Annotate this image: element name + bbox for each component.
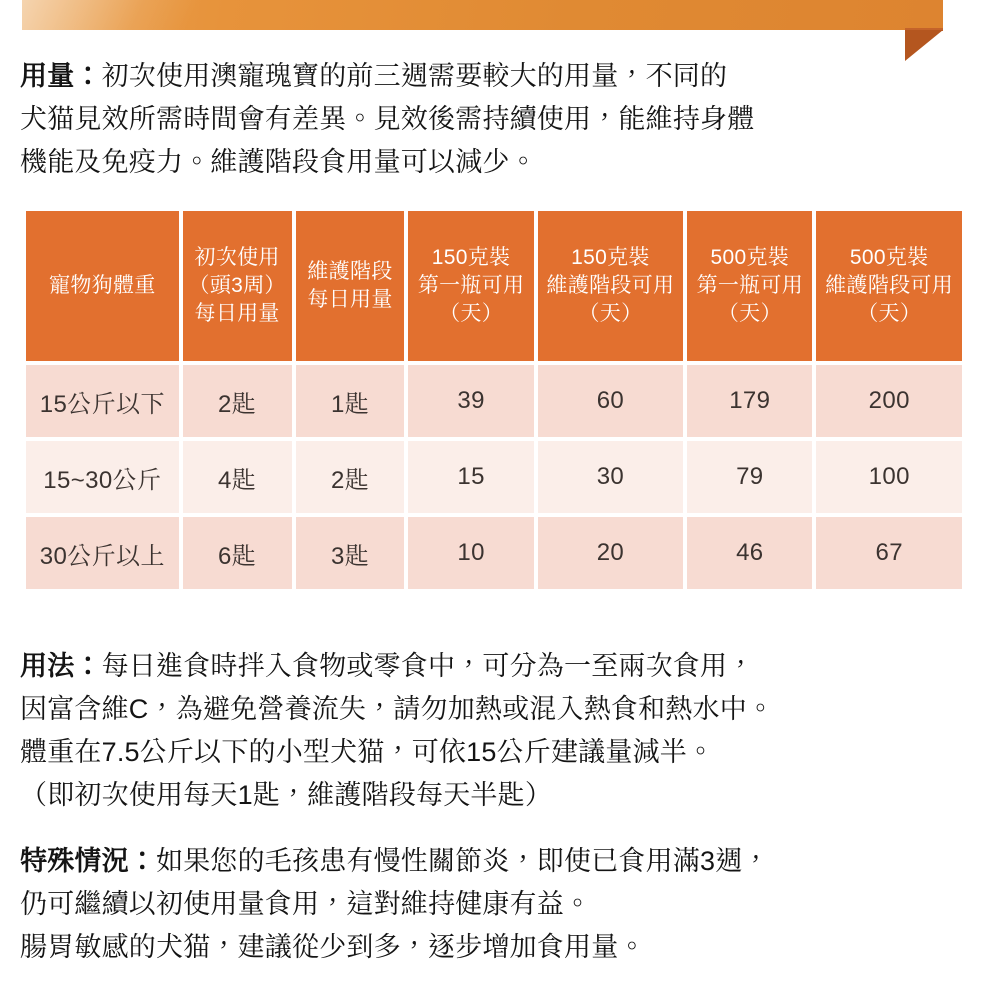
table-header-cell-1-line-1: （頭3周） xyxy=(188,274,286,297)
usage-line-3: 體重在7.5公斤以下的小型犬猫，可依15公斤建議量減半。 xyxy=(20,737,715,767)
table-header-cell-2-line-0: 維護階段 xyxy=(307,260,393,283)
table-header-cell-4 xyxy=(538,211,684,361)
table-cell-r1-c1: 4匙 xyxy=(183,441,292,513)
usage-line-2: 因富含維C，為避免營養流失，請勿加熱或混入熱食和熱水中。 xyxy=(20,694,775,724)
dosage-table-body xyxy=(26,365,962,589)
table-cell-r1-c3: 15 xyxy=(408,441,533,513)
table-cell-r0-c6: 200 xyxy=(816,365,962,437)
special-cases-block xyxy=(20,840,985,969)
table-header-cell-5-line-2: （天） xyxy=(717,302,782,325)
table-header-cell-2-line-1: 每日用量 xyxy=(307,288,393,311)
dosage-intro-line-2: 犬猫見效所需時間會有差異。見效後需持續使用，能維持身體 xyxy=(20,104,755,134)
usage-instructions-block xyxy=(20,645,985,817)
usage-label: 用法： xyxy=(20,651,102,681)
dosage-intro-line-3: 機能及免疫力。維護階段食用量可以減少。 xyxy=(20,147,537,177)
table-header-cell-3-line-1: 第一瓶可用 xyxy=(417,274,525,297)
table-cell-r0-c3: 39 xyxy=(408,365,533,437)
table-row xyxy=(26,441,962,513)
dosage-intro-line-1: 初次使用澳寵瑰寶的前三週需要較大的用量，不同的 xyxy=(101,61,728,91)
table-cell-r2-c5: 46 xyxy=(687,517,812,589)
banner-bar xyxy=(22,0,943,30)
table-header-cell-2 xyxy=(296,211,405,361)
table-cell-r2-c2: 3匙 xyxy=(296,517,405,589)
table-row xyxy=(26,365,962,437)
table-header-cell-6-line-0: 500克裝 xyxy=(849,246,929,269)
table-cell-r0-c2: 1匙 xyxy=(296,365,405,437)
table-header-cell-4-line-2: （天） xyxy=(578,302,643,325)
table-header-cell-4-line-1: 維護階段可用 xyxy=(546,274,675,297)
special-label: 特殊情況： xyxy=(20,846,156,876)
table-header-cell-5-line-1: 第一瓶可用 xyxy=(696,274,804,297)
special-line-3: 腸胃敏感的犬猫，建議從少到多，逐步增加食用量。 xyxy=(20,932,646,962)
table-header-cell-1-line-0: 初次使用 xyxy=(194,246,280,269)
table-cell-r2-c3: 10 xyxy=(408,517,533,589)
table-cell-r1-c5: 79 xyxy=(687,441,812,513)
usage-line-1-text: 每日進食時拌入食物或零食中，可分為一至兩次食用， xyxy=(101,651,755,681)
table-cell-r0-c1: 2匙 xyxy=(183,365,292,437)
table-cell-r0-c5: 179 xyxy=(687,365,812,437)
table-cell-r2-c4: 20 xyxy=(538,517,684,589)
dosage-intro-paragraph xyxy=(20,55,980,184)
table-header-cell-6 xyxy=(816,211,962,361)
special-line-1-text: 如果您的毛孩患有慢性關節炎，即使已食用滿3週， xyxy=(156,846,770,876)
table-header-row xyxy=(26,211,962,361)
table-header-cell-1-line-2: 每日用量 xyxy=(194,302,280,325)
table-header-cell-3-line-0: 150克裝 xyxy=(431,246,511,269)
table-cell-r2-c6: 67 xyxy=(816,517,962,589)
table-cell-r1-c6: 100 xyxy=(816,441,962,513)
usage-line-1 xyxy=(20,645,985,688)
table-header-cell-4-line-0: 150克裝 xyxy=(571,246,650,269)
table-header-cell-1 xyxy=(183,211,292,361)
special-line-2: 仍可繼續以初使用量食用，這對維持健康有益。 xyxy=(20,889,592,919)
top-ribbon-banner xyxy=(0,0,1000,62)
special-line-1 xyxy=(20,840,985,883)
dosage-intro-label: 用量： xyxy=(20,61,102,91)
table-header-cell-6-line-2: （天） xyxy=(857,302,922,325)
table-header-cell-3-line-2: （天） xyxy=(439,302,504,325)
table-row-label: 15公斤以下 xyxy=(26,365,179,437)
table-row-label: 30公斤以上 xyxy=(26,517,179,589)
table-header-cell-5 xyxy=(687,211,812,361)
table-header-cell-5-line-0: 500克裝 xyxy=(710,246,790,269)
table-cell-r2-c1: 6匙 xyxy=(183,517,292,589)
table-cell-r1-c2: 2匙 xyxy=(296,441,405,513)
table-row xyxy=(26,517,962,589)
dosage-table xyxy=(22,207,966,593)
table-header-cell-6-line-1: 維護階段可用 xyxy=(825,274,954,297)
usage-line-4: （即初次使用每天1匙，維護階段每天半匙） xyxy=(20,780,553,810)
table-row-label: 15~30公斤 xyxy=(26,441,179,513)
table-cell-r0-c4: 60 xyxy=(538,365,684,437)
table-header-cell-0 xyxy=(26,211,179,361)
table-cell-r1-c4: 30 xyxy=(538,441,684,513)
table-header-cell-0-line-0: 寵物狗體重 xyxy=(49,274,156,297)
dosage-table-header xyxy=(26,211,962,361)
table-header-cell-3 xyxy=(408,211,533,361)
